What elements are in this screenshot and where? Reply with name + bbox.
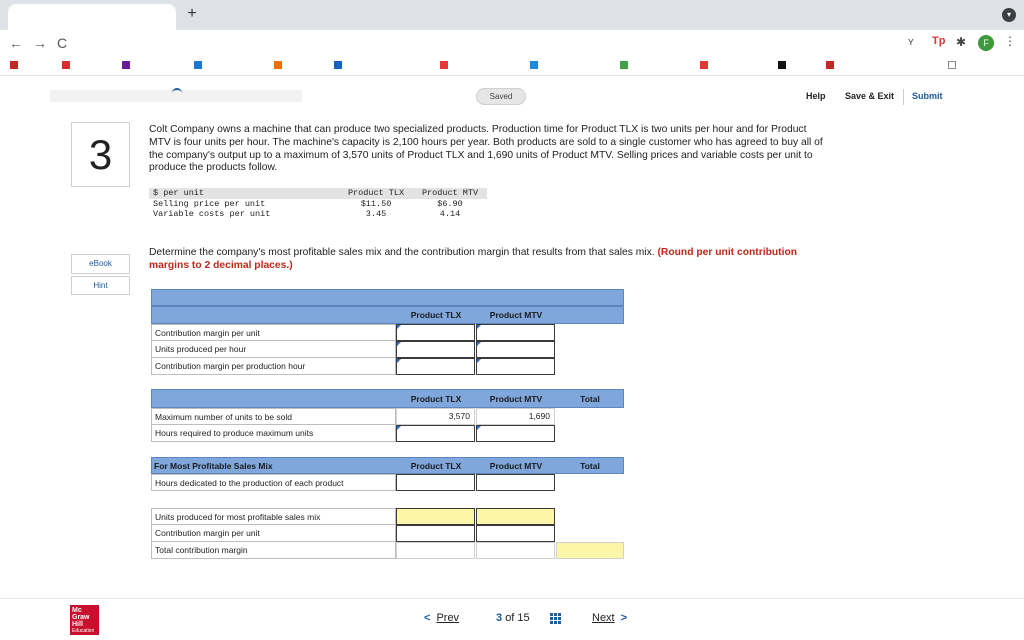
progress-marker-icon	[172, 88, 182, 93]
input-cm-per-hour-tlx[interactable]	[396, 358, 475, 375]
extension-icon[interactable]: ʏ	[908, 36, 914, 48]
table-cell: $11.50	[360, 198, 392, 209]
sales-mix-header: For Most Profitable Sales Mix	[154, 461, 273, 471]
help-button[interactable]: Help	[806, 91, 826, 101]
bookmark-item[interactable]	[778, 60, 789, 72]
table-cell: $6.90	[437, 198, 463, 209]
browser-tab-bar	[0, 0, 1024, 30]
input-units-per-hour-tlx[interactable]	[396, 341, 475, 358]
table-cell: 3.45	[365, 209, 387, 219]
table-cell: Selling price per unit	[153, 198, 266, 209]
input-total-cm-mtv[interactable]	[476, 542, 555, 559]
input-hours-required-tlx[interactable]	[396, 425, 475, 442]
input-total-cm-total[interactable]	[556, 542, 624, 559]
bookmark-item[interactable]	[334, 60, 345, 72]
prev-button[interactable]	[424, 612, 459, 624]
bookmark-item[interactable]	[122, 60, 133, 72]
col-header-tlx: Product TLX	[410, 310, 462, 320]
ebook-button[interactable]: eBook	[71, 254, 130, 274]
page-total: of 15	[505, 612, 530, 624]
new-tab-button[interactable]: +	[187, 5, 197, 22]
url-field[interactable]	[80, 34, 900, 52]
prev-label: Prev	[436, 612, 460, 624]
next-label: Next	[592, 612, 615, 624]
footer-divider	[0, 598, 1024, 599]
submit-button[interactable]: Submit	[912, 91, 943, 101]
page-current: 3	[496, 612, 503, 624]
profile-avatar[interactable]: F	[978, 35, 994, 51]
answer-worksheet	[151, 289, 624, 559]
input-cm-per-unit-mtv[interactable]	[476, 324, 555, 341]
mcgraw-hill-logo: Mc Graw Hill Education	[70, 605, 99, 635]
tab-search-icon[interactable]: ▾	[1002, 8, 1016, 22]
col-header-tlx: Product TLX	[410, 394, 462, 404]
input-units-per-hour-mtv[interactable]	[476, 341, 555, 358]
input-total-cm-tlx[interactable]	[396, 542, 475, 559]
input-cm-per-hour-mtv[interactable]	[476, 358, 555, 375]
worksheet-top-band	[151, 289, 624, 306]
col-header-mtv: Product MTV	[489, 461, 543, 471]
col-header-tlx: Product TLX	[410, 461, 462, 471]
row-label: Contribution margin per unit	[151, 525, 396, 542]
hint-button[interactable]: Hint	[71, 276, 130, 295]
row-label: Units produced for most profitable sales mix	[151, 508, 396, 525]
input-cm-per-unit-tlx[interactable]	[396, 324, 475, 341]
question-number: 3	[71, 122, 130, 187]
row-label: Contribution margin per unit	[151, 324, 396, 341]
input-units-produced-tlx[interactable]	[396, 508, 475, 525]
table-header: Product TLX	[347, 188, 405, 198]
bookmark-item[interactable]	[620, 60, 631, 72]
instruction-main: Determine the company's most profitable sales mix and the contribution margin that results from that sales mix.	[149, 247, 655, 258]
extensions-puzzle-icon[interactable]: ✱	[956, 35, 967, 49]
saved-status-badge: Saved	[476, 88, 526, 105]
bookmark-item[interactable]	[530, 60, 541, 72]
bookmark-item[interactable]	[440, 60, 451, 72]
next-button[interactable]	[592, 612, 627, 624]
row-label: Total contribution margin	[151, 542, 396, 559]
table-cell: Variable costs per unit	[153, 209, 271, 219]
chevron-right-icon: >	[620, 612, 628, 624]
back-button[interactable]: ←	[9, 35, 23, 51]
table-header-row	[149, 188, 487, 199]
instruction-note: (Round per unit contribution margins to 2 decimal places.)	[149, 247, 798, 271]
row-label: Contribution margin per production hour	[151, 358, 396, 375]
input-cm-unit-mix-tlx[interactable]	[396, 525, 475, 542]
row-label: Hours required to produce maximum units	[151, 425, 396, 442]
forward-button[interactable]: →	[33, 35, 47, 51]
instruction-text	[149, 247, 829, 272]
col-header-total: Total	[580, 461, 600, 471]
input-hours-required-mtv[interactable]	[476, 425, 555, 442]
reload-button[interactable]: C	[56, 35, 68, 51]
save-exit-button[interactable]: Save & Exit	[845, 91, 895, 101]
bookmark-item[interactable]	[62, 60, 73, 72]
max-units-tlx: 3,570	[396, 408, 475, 425]
address-bar-row	[0, 30, 1024, 56]
col-header-total: Total	[580, 394, 600, 404]
question-grid-icon[interactable]	[549, 612, 562, 625]
bookmark-item[interactable]	[274, 60, 285, 72]
table-row	[149, 209, 487, 220]
table-header: Product MTV	[421, 188, 479, 198]
max-units-mtv: 1,690	[476, 408, 555, 425]
chevron-left-icon: <	[424, 612, 431, 624]
table-row	[149, 199, 487, 210]
bookmark-item[interactable]	[700, 60, 711, 72]
input-units-produced-mtv[interactable]	[476, 508, 555, 525]
col-header-mtv: Product MTV	[489, 394, 543, 404]
row-label: Units produced per hour	[151, 341, 396, 358]
header-divider	[903, 89, 904, 105]
input-cm-unit-mix-mtv[interactable]	[476, 525, 555, 542]
input-hours-dedicated-tlx[interactable]	[396, 474, 475, 491]
extension-tp-icon[interactable]: Tp	[932, 35, 946, 47]
bookmarks-bar	[0, 56, 1024, 76]
row-label: Hours dedicated to the production of each product	[151, 474, 396, 491]
bookmark-item[interactable]	[948, 60, 959, 72]
table-cell: 4.14	[439, 209, 461, 219]
question-text: Colt Company owns a machine that can produce two specialized products. Production time for Product TLX is two units per hour and for Product MTV is four units per hour. The machine's capacity is 2,100 hours per year. Both products are sold to a single customer who has agreed to buy all of the company's output up to a maximum of 3,570 units of Product TLX and 1,690 units of Product MTV. Selling prices and variable costs per unit to produce the products follow.	[149, 124, 823, 174]
browser-tab[interactable]	[8, 4, 176, 30]
input-hours-dedicated-mtv[interactable]	[476, 474, 555, 491]
page-indicator	[496, 612, 530, 624]
given-data-table	[149, 188, 487, 220]
bookmark-item[interactable]	[826, 60, 837, 72]
bookmark-item[interactable]	[194, 60, 205, 72]
table-header: $ per unit	[153, 188, 205, 198]
bookmark-item[interactable]	[10, 60, 21, 72]
browser-menu-icon[interactable]: ⋮	[1004, 34, 1016, 48]
row-label: Maximum number of units to be sold	[151, 408, 396, 425]
assignment-header	[0, 84, 1024, 110]
col-header-mtv: Product MTV	[489, 310, 543, 320]
